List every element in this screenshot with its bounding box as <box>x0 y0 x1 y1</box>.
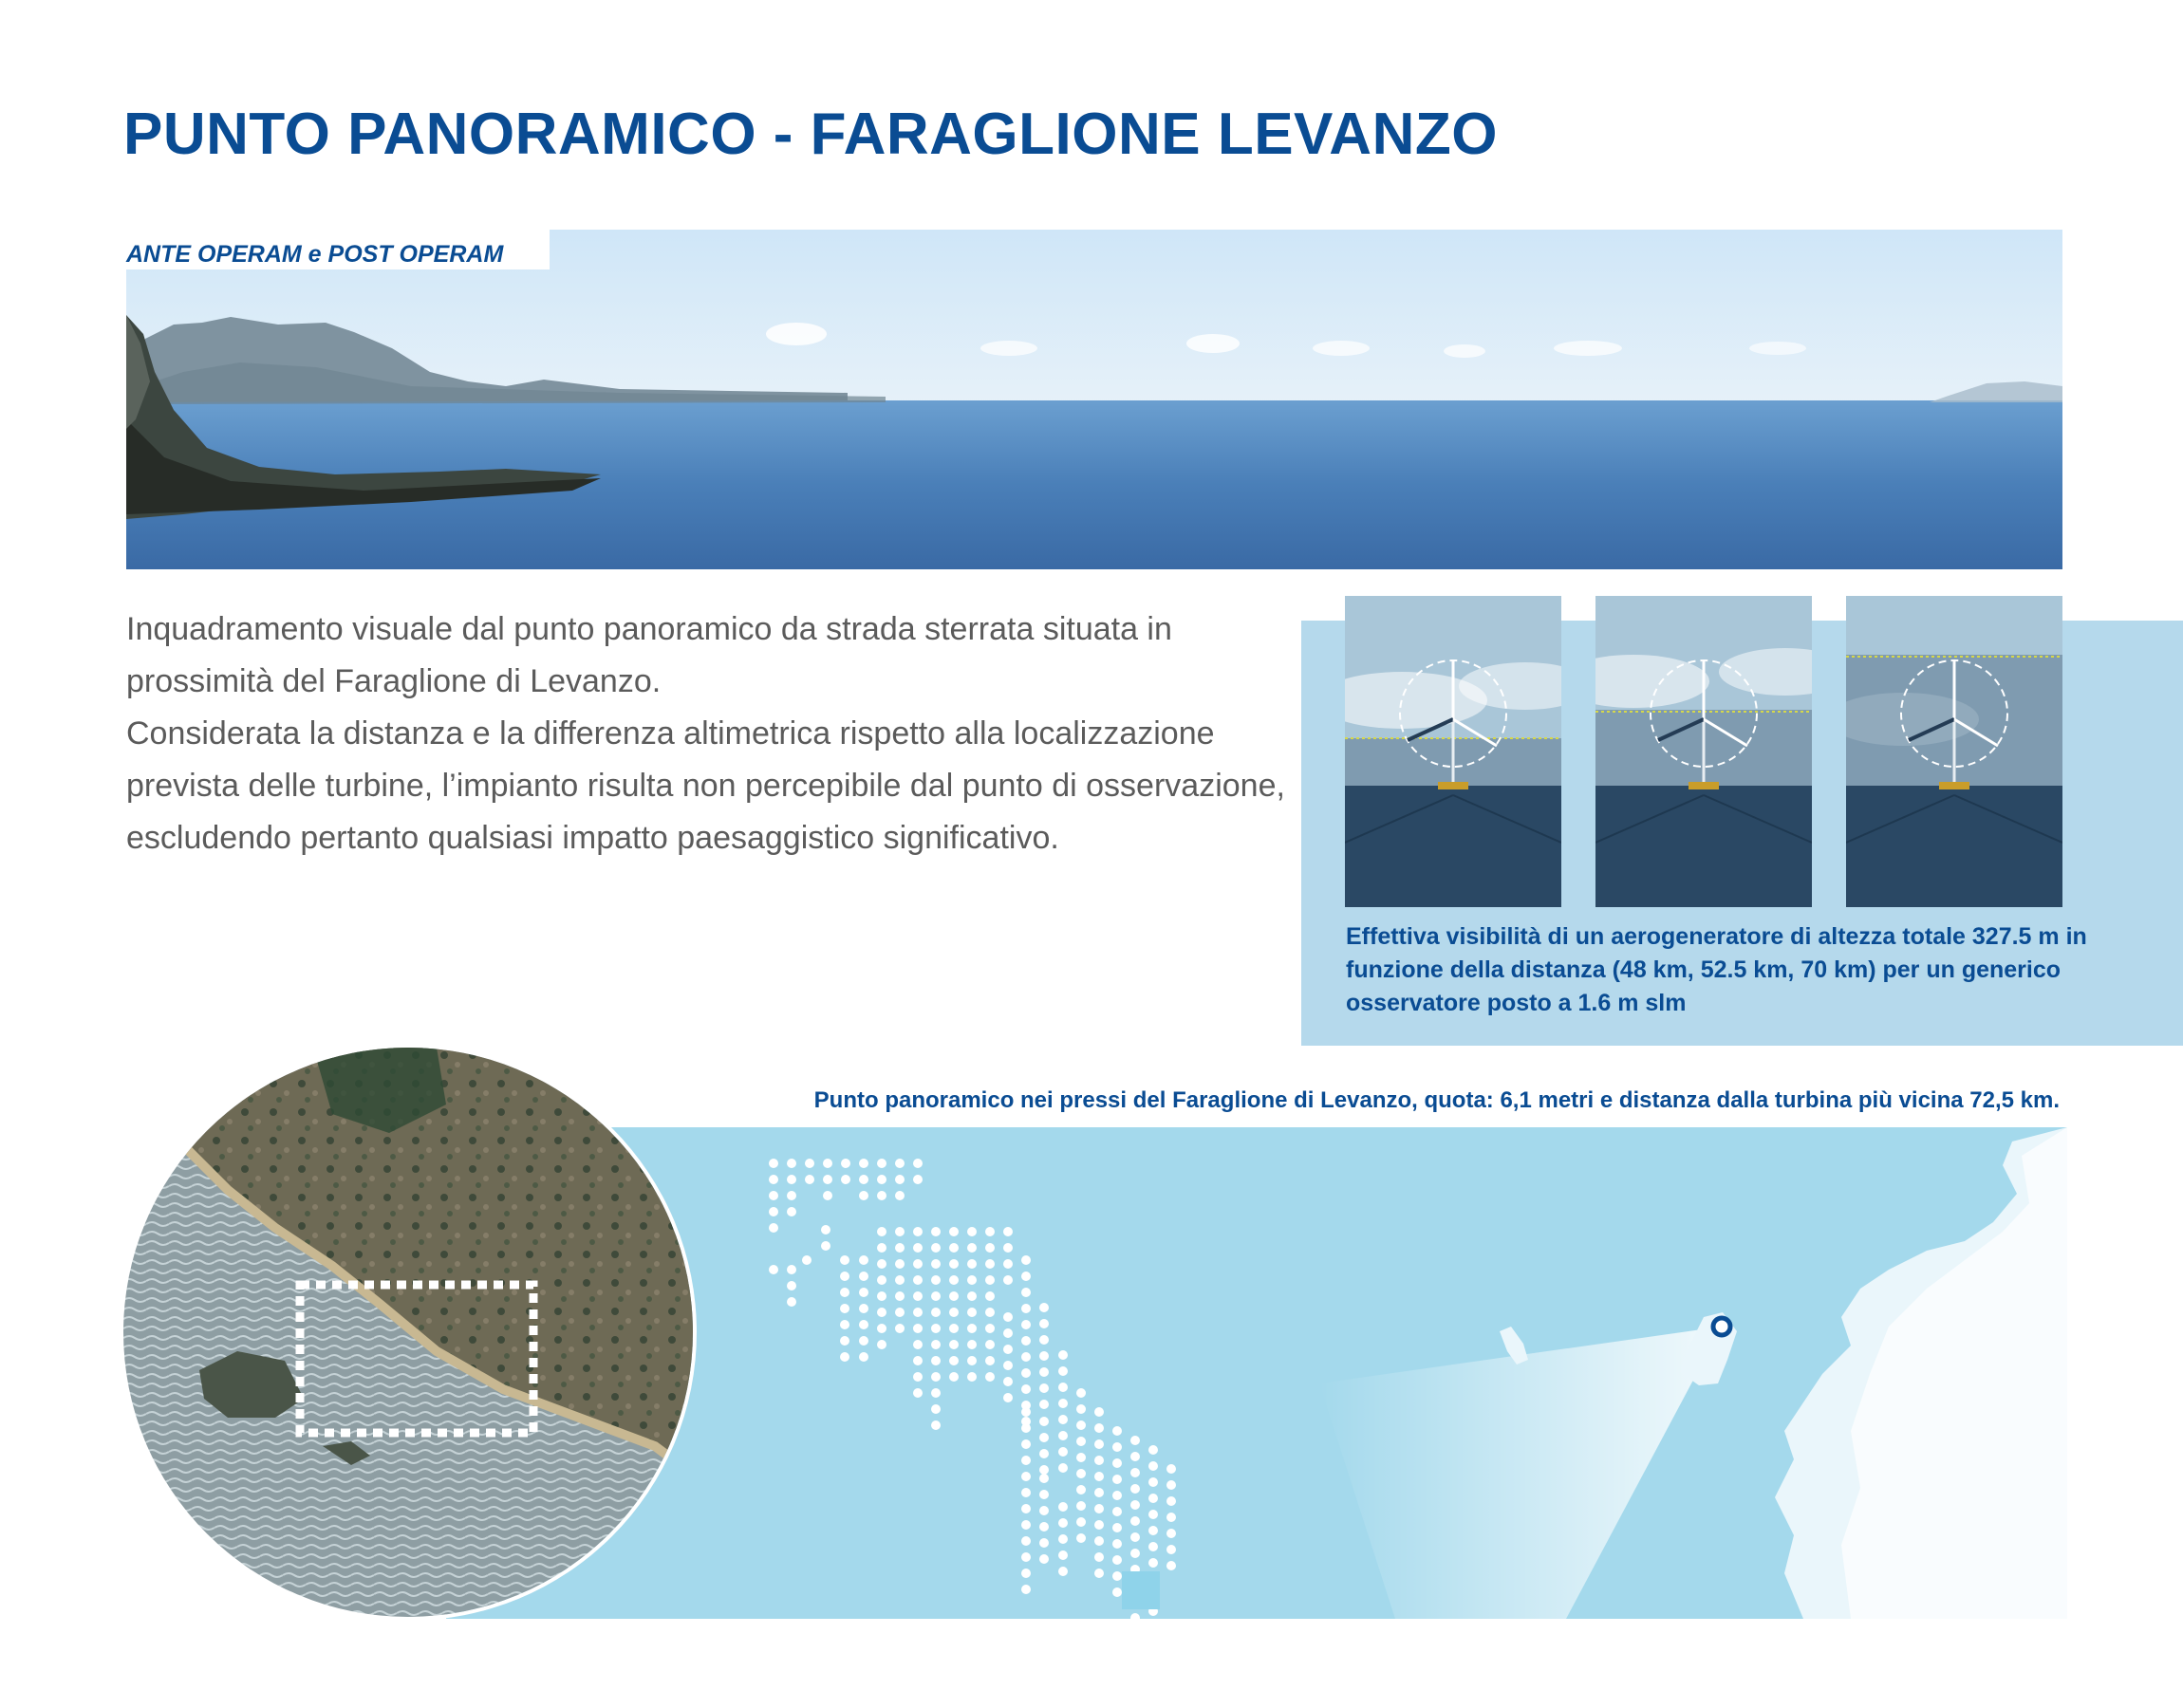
turbine-dot <box>1094 1536 1104 1546</box>
turbine-dot <box>1003 1259 1013 1269</box>
turbine-dot <box>877 1227 886 1236</box>
turbine-dot <box>1021 1569 1031 1578</box>
turbine-dot <box>985 1340 995 1349</box>
turbine-dot <box>1021 1439 1031 1449</box>
turbine-dot <box>1003 1393 1013 1402</box>
turbine-dot <box>821 1225 830 1235</box>
turbine-dot <box>769 1191 778 1200</box>
turbine-dot <box>1112 1539 1122 1549</box>
turbine-dot <box>823 1175 832 1184</box>
turbine-dot <box>967 1372 977 1382</box>
turbine-dot <box>1166 1480 1176 1490</box>
turbine-dot <box>859 1320 868 1329</box>
turbine-dot <box>1076 1388 1086 1398</box>
turbine-dot <box>877 1175 886 1184</box>
turbine-dot <box>859 1175 868 1184</box>
turbine-dot <box>913 1308 923 1317</box>
turbine-dot <box>1076 1533 1086 1543</box>
turbine-dot <box>859 1272 868 1281</box>
turbine-dot <box>913 1356 923 1365</box>
turbine-dot <box>967 1324 977 1333</box>
turbine-dot <box>1094 1552 1104 1562</box>
turbine-dot <box>1076 1453 1086 1462</box>
turbine-dot <box>859 1336 868 1346</box>
turbine-dot <box>1039 1351 1049 1361</box>
turbine-dot <box>895 1175 905 1184</box>
turbine-dot <box>1039 1367 1049 1377</box>
turbine-dot <box>1148 1510 1158 1519</box>
turbine-dot <box>913 1259 923 1269</box>
turbine-dot <box>787 1159 796 1168</box>
turbine-dot <box>895 1159 905 1168</box>
turbine-dot <box>985 1324 995 1333</box>
turbine-illustration-70km <box>1846 596 2062 907</box>
turbine-dot <box>1039 1433 1049 1442</box>
turbine-dot <box>1058 1383 1068 1392</box>
turbine-dot <box>1148 1445 1158 1455</box>
turbine-dot <box>1094 1520 1104 1530</box>
description-text <box>126 603 1294 864</box>
description-paragraph-1: Inquadramento visuale dal punto panoramico da strada sterrata situata in prossimità del Faraglione di Levanzo. <box>126 611 1172 699</box>
turbine-dot <box>913 1175 923 1184</box>
turbine-dot <box>859 1352 868 1362</box>
turbine-dot <box>823 1191 832 1200</box>
turbine-dot <box>1130 1436 1140 1445</box>
turbine-dot <box>840 1288 849 1297</box>
turbine-dot <box>949 1291 959 1301</box>
turbine-dot <box>1148 1526 1158 1535</box>
turbine-dot <box>1112 1587 1122 1597</box>
turbine-dot <box>985 1275 995 1285</box>
turbine-dot <box>1112 1523 1122 1532</box>
turbine-dot <box>967 1275 977 1285</box>
turbine-dot <box>1094 1569 1104 1578</box>
turbine-dot <box>877 1308 886 1317</box>
turbine-dot <box>1148 1494 1158 1503</box>
turbine-dot <box>931 1340 941 1349</box>
turbine-dot <box>931 1308 941 1317</box>
turbine-dot <box>1039 1506 1049 1515</box>
turbine-dot <box>1039 1417 1049 1426</box>
turbine-dot <box>913 1324 923 1333</box>
turbine-dot <box>1094 1456 1104 1465</box>
turbine-dot <box>840 1336 849 1346</box>
turbine-dot <box>859 1288 868 1297</box>
turbine-dot <box>1166 1529 1176 1538</box>
turbine-dot <box>1021 1456 1031 1465</box>
turbine-dot <box>895 1191 905 1200</box>
turbine-dot <box>1021 1488 1031 1497</box>
turbine-dot <box>1039 1303 1049 1312</box>
turbine-dot <box>1112 1426 1122 1436</box>
turbine-dot <box>1130 1532 1140 1542</box>
turbine-dot <box>769 1159 778 1168</box>
turbine-dot <box>1039 1449 1049 1458</box>
turbine-dot <box>949 1356 959 1365</box>
turbine-dot <box>769 1265 778 1274</box>
turbine-dot <box>805 1175 814 1184</box>
turbine-dot <box>1021 1304 1031 1313</box>
turbine-dot <box>1039 1335 1049 1345</box>
turbine-dot <box>859 1304 868 1313</box>
turbine-dot <box>895 1324 905 1333</box>
turbine-dot <box>787 1191 796 1200</box>
turbine-dot <box>877 1191 886 1200</box>
turbine-dot <box>1076 1517 1086 1527</box>
turbine-dot <box>841 1159 850 1168</box>
turbine-dot <box>823 1159 832 1168</box>
turbine-dot <box>967 1340 977 1349</box>
turbine-dot <box>769 1207 778 1216</box>
turbine-dot <box>877 1291 886 1301</box>
turbine-dot <box>805 1159 814 1168</box>
turbine-dot <box>1021 1504 1031 1513</box>
turbine-dot <box>877 1275 886 1285</box>
turbine-illustration-52-5km <box>1595 596 1812 907</box>
turbine-frame-48km <box>1345 596 1561 907</box>
turbine-dot <box>1148 1542 1158 1551</box>
turbine-dot <box>949 1243 959 1253</box>
turbine-dot <box>985 1308 995 1317</box>
turbine-dot <box>1130 1452 1140 1461</box>
turbine-dot <box>895 1243 905 1253</box>
turbine-dot <box>1021 1552 1031 1562</box>
turbine-dot <box>1094 1488 1104 1497</box>
turbine-dot <box>1112 1458 1122 1468</box>
turbine-dot <box>1076 1437 1086 1446</box>
panorama-illustration <box>126 230 2062 569</box>
turbine-dot <box>821 1241 830 1251</box>
turbine-dot <box>1112 1442 1122 1452</box>
turbine-dot <box>1076 1485 1086 1494</box>
turbine-dot <box>1003 1345 1013 1354</box>
turbine-dot <box>1058 1431 1068 1440</box>
turbine-dot <box>949 1372 959 1382</box>
turbine-dot <box>1021 1272 1031 1281</box>
turbine-dot <box>787 1175 796 1184</box>
turbine-dot <box>895 1275 905 1285</box>
turbine-dot <box>1021 1423 1031 1433</box>
map-caption: Punto panoramico nei pressi del Faraglione di Levanzo, quota: 6,1 metri e distanza dalla turbina più vicina 72,5 km. <box>813 1087 2060 1113</box>
turbine-dot <box>1039 1319 1049 1328</box>
turbine-dot <box>967 1356 977 1365</box>
turbine-dot <box>1021 1585 1031 1594</box>
turbine-dot <box>1130 1549 1140 1558</box>
turbine-dot <box>1094 1472 1104 1481</box>
turbine-frame-52-5km <box>1595 596 1812 907</box>
description-paragraph-2: Considerata la distanza e la differenza altimetrica rispetto alla localizzazione prevista delle turbine, l’impianto risulta non percepibile dal punto di osservazione, escludendo pertanto qualsiasi impatto paesaggistico significativo. <box>126 715 1285 856</box>
turbine-dot <box>1148 1461 1158 1471</box>
turbine-dot <box>931 1356 941 1365</box>
turbine-dot <box>1021 1384 1031 1394</box>
turbine-dot <box>1003 1328 1013 1338</box>
turbine-dot <box>1094 1423 1104 1433</box>
turbine-dot <box>1058 1550 1068 1560</box>
turbine-dot <box>840 1255 849 1265</box>
turbine-dot <box>1021 1368 1031 1378</box>
turbine-dot <box>787 1207 796 1216</box>
panorama-label: ANTE OPERAM e POST OPERAM <box>126 230 550 269</box>
turbine-dot <box>967 1308 977 1317</box>
turbine-dot <box>1058 1518 1068 1528</box>
turbine-dot <box>1021 1288 1031 1297</box>
turbine-dot <box>913 1243 923 1253</box>
turbine-dot <box>1039 1538 1049 1548</box>
turbine-dot <box>1039 1490 1049 1499</box>
turbine-dot <box>1094 1407 1104 1417</box>
aerial-view <box>123 1048 693 1617</box>
turbine-dot <box>985 1291 995 1301</box>
turbine-dot <box>1112 1507 1122 1516</box>
turbine-dot <box>913 1291 923 1301</box>
turbine-dot <box>1166 1513 1176 1522</box>
turbine-dot <box>1076 1404 1086 1414</box>
turbine-dot <box>1058 1567 1068 1576</box>
turbine-dot <box>877 1340 886 1349</box>
turbine-dot <box>913 1159 923 1168</box>
turbine-dot <box>985 1227 995 1236</box>
turbine-dot <box>1112 1571 1122 1581</box>
turbine-dot <box>931 1275 941 1285</box>
turbine-dot <box>1003 1377 1013 1386</box>
turbine-dot <box>1094 1439 1104 1449</box>
turbine-dot <box>1021 1255 1031 1265</box>
turbine-dot <box>1039 1400 1049 1409</box>
turbine-dot <box>1003 1361 1013 1370</box>
turbine-dot <box>1058 1502 1068 1512</box>
turbine-dot <box>895 1308 905 1317</box>
turbine-dot <box>1021 1336 1031 1346</box>
turbine-dot <box>1130 1516 1140 1526</box>
turbine-dot <box>1039 1474 1049 1483</box>
page-title: PUNTO PANORAMICO - FARAGLIONE LEVANZO <box>123 102 1498 167</box>
turbine-dot <box>1130 1484 1140 1494</box>
turbine-dot <box>1166 1561 1176 1570</box>
turbine-dot <box>1112 1491 1122 1500</box>
turbine-dot <box>1058 1366 1068 1376</box>
turbine-dot <box>1021 1536 1031 1546</box>
visibility-caption: Effettiva visibilità di un aerogeneratore di altezza totale 327.5 m in funzione della distanza (48 km, 52.5 km, 70 km) per un generico osservatore posto a 1.6 m slm <box>1346 923 2087 1016</box>
turbine-dot <box>895 1227 905 1236</box>
turbine-dot <box>769 1175 778 1184</box>
turbine-dot <box>1148 1477 1158 1487</box>
observer-marker <box>1713 1318 1730 1335</box>
turbine-dot <box>859 1159 868 1168</box>
turbine-dot <box>913 1275 923 1285</box>
turbine-dot <box>967 1259 977 1269</box>
turbine-dot <box>840 1272 849 1281</box>
turbine-dot <box>1112 1475 1122 1484</box>
turbine-dot <box>1166 1464 1176 1474</box>
turbine-dot <box>949 1259 959 1269</box>
turbine-dot <box>931 1259 941 1269</box>
turbine-dot <box>1021 1320 1031 1329</box>
turbine-frame-70km <box>1846 596 2062 907</box>
aerial-illustration <box>123 1048 693 1617</box>
turbine-dot <box>895 1259 905 1269</box>
turbine-dot <box>1058 1534 1068 1544</box>
turbine-dot <box>949 1275 959 1285</box>
turbine-dot <box>1094 1504 1104 1513</box>
turbine-dot <box>949 1308 959 1317</box>
turbine-dot <box>1021 1352 1031 1362</box>
turbine-dot <box>877 1324 886 1333</box>
turbine-dot <box>840 1304 849 1313</box>
turbine-dot <box>931 1388 941 1398</box>
turbine-dot <box>931 1420 941 1430</box>
turbine-dot <box>1003 1227 1013 1236</box>
turbine-dot <box>1076 1420 1086 1430</box>
turbine-dot <box>985 1372 995 1382</box>
turbine-dot <box>859 1255 868 1265</box>
turbine-dot <box>895 1291 905 1301</box>
turbine-dot <box>949 1324 959 1333</box>
turbine-dot <box>913 1372 923 1382</box>
turbine-dot <box>1021 1520 1031 1530</box>
turbine-dot <box>931 1404 941 1414</box>
turbine-dot <box>787 1297 796 1307</box>
turbine-dot <box>1112 1555 1122 1565</box>
turbine-dot <box>913 1340 923 1349</box>
turbine-dot <box>967 1291 977 1301</box>
turbine-dot <box>840 1320 849 1329</box>
turbine-dot <box>1058 1399 1068 1408</box>
turbine-dot <box>931 1227 941 1236</box>
turbine-dot <box>1003 1275 1013 1285</box>
turbine-dot <box>913 1388 923 1398</box>
turbine-dot <box>1058 1463 1068 1473</box>
turbine-dot <box>787 1281 796 1290</box>
turbine-dot <box>1130 1468 1140 1477</box>
turbine-dot <box>1058 1447 1068 1457</box>
turbine-dot <box>931 1243 941 1253</box>
turbine-dot <box>985 1356 995 1365</box>
panorama-photo <box>126 230 2062 569</box>
turbine-dot <box>1130 1500 1140 1510</box>
turbine-dot <box>1076 1469 1086 1478</box>
turbine-dot <box>1148 1558 1158 1568</box>
turbine-illustration-48km <box>1345 596 1561 907</box>
turbine-dot <box>1039 1522 1049 1532</box>
turbine-dot <box>1003 1243 1013 1253</box>
turbine-dot <box>949 1340 959 1349</box>
turbine-dot <box>841 1175 850 1184</box>
turbine-dot <box>949 1227 959 1236</box>
turbine-dot <box>877 1159 886 1168</box>
turbine-dot <box>1166 1545 1176 1554</box>
turbine-dot <box>1021 1472 1031 1481</box>
turbine-dot <box>931 1372 941 1382</box>
turbine-dot <box>802 1255 812 1265</box>
turbine-dot <box>877 1243 886 1253</box>
turbine-dot <box>985 1259 995 1269</box>
turbine-dot <box>931 1324 941 1333</box>
turbine-dot <box>1039 1383 1049 1393</box>
turbine-dot <box>985 1243 995 1253</box>
turbine-dot <box>1021 1407 1031 1417</box>
turbine-dot <box>1058 1415 1068 1424</box>
turbine-dot <box>859 1191 868 1200</box>
turbine-dot <box>913 1227 923 1236</box>
turbine-dot <box>931 1291 941 1301</box>
turbine-dot <box>967 1243 977 1253</box>
turbine-dot <box>1039 1554 1049 1564</box>
turbine-dot <box>1076 1501 1086 1511</box>
turbine-dot <box>967 1227 977 1236</box>
turbine-dot <box>769 1223 778 1233</box>
turbine-dot <box>877 1259 886 1269</box>
turbine-dot <box>1003 1312 1013 1322</box>
turbine-dot <box>1166 1496 1176 1506</box>
turbine-dot <box>1058 1350 1068 1360</box>
turbine-dot <box>787 1265 796 1274</box>
turbine-dot <box>840 1352 849 1362</box>
turbine-dot <box>1039 1465 1049 1475</box>
